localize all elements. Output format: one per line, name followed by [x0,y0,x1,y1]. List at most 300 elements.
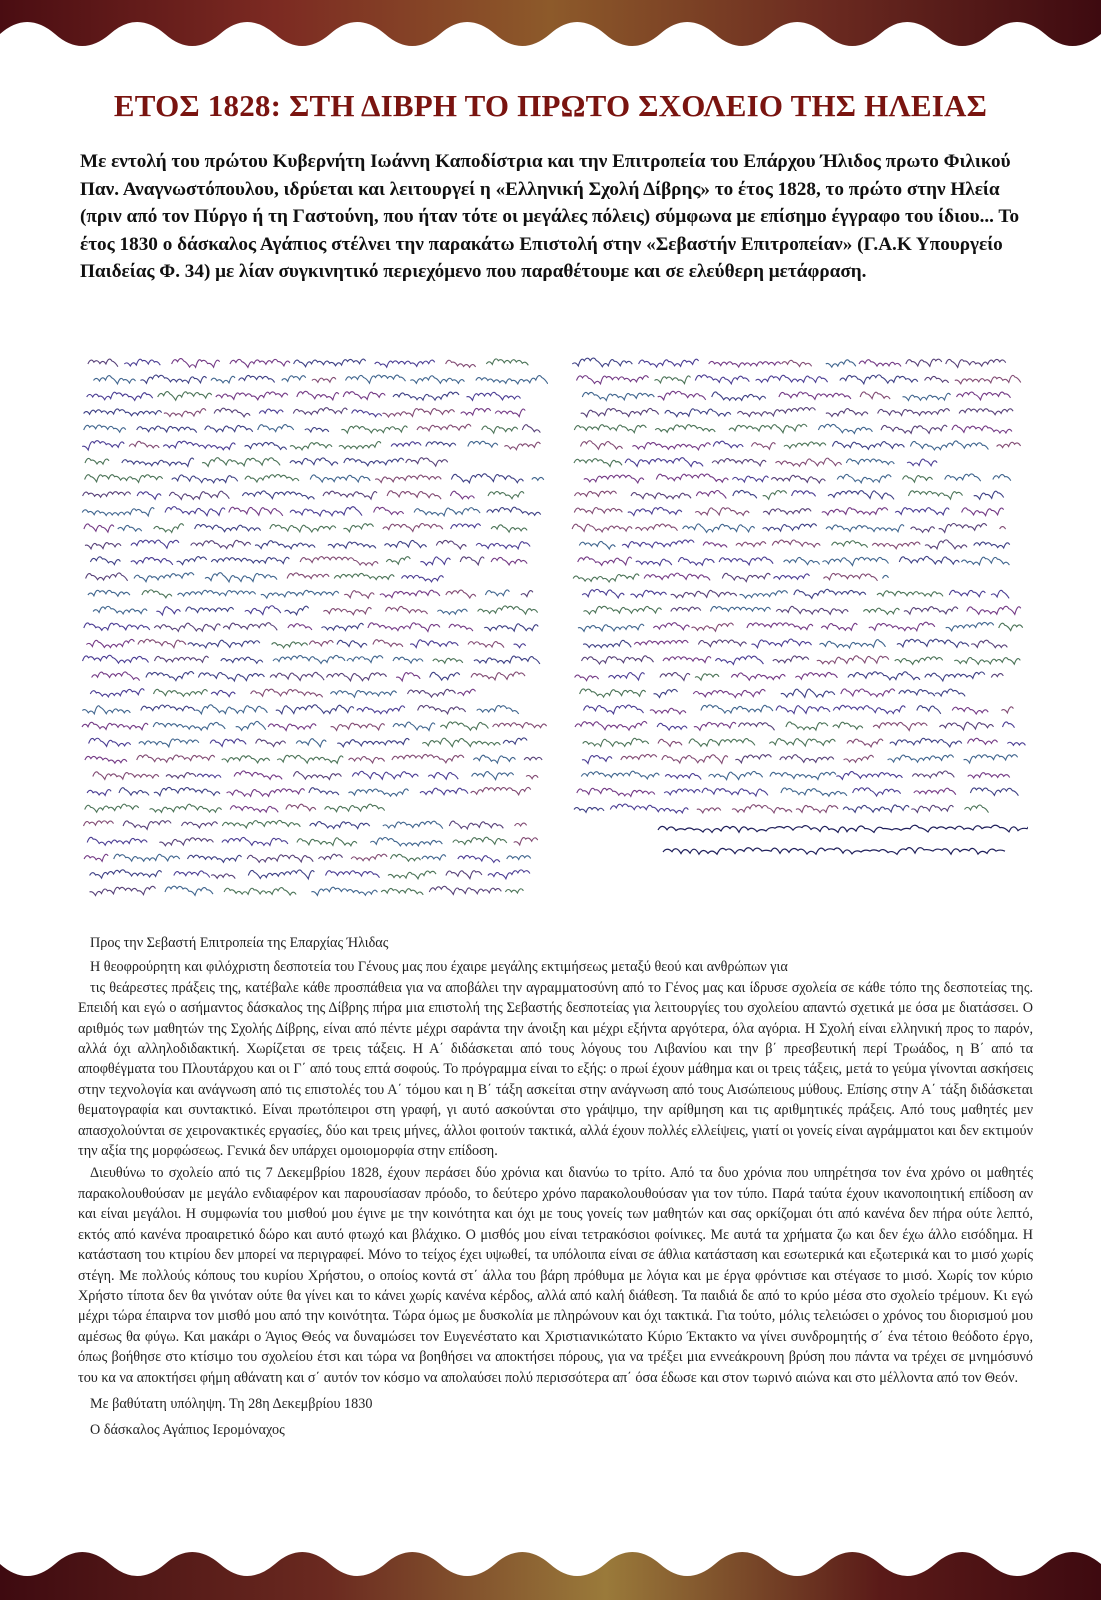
handwriting-stroke [877,591,943,597]
handwriting-stroke [695,674,719,680]
handwriting-stroke [380,590,440,597]
handwriting-stroke [581,408,659,416]
handwriting-stroke [164,409,206,417]
handwriting-stroke [331,723,385,730]
handwriting-stroke [84,623,150,630]
handwriting-stroke [323,607,371,614]
handwriting-stroke [182,822,218,828]
handwriting-stroke [903,476,933,482]
handwriting-stroke [621,754,657,760]
handwriting-stroke [737,408,815,417]
handwriting-stroke [899,556,959,564]
handwriting-stroke [90,557,120,565]
handwriting-stroke [153,722,225,730]
handwriting-stroke [974,542,1010,548]
handwriting-stroke [198,673,264,681]
handwriting-stroke [644,573,710,580]
handwriting-stroke [449,624,473,631]
handwriting-stroke [82,722,148,729]
handwriting-stroke [94,376,136,384]
handwriting-stroke [119,788,149,796]
handwriting-stroke [234,771,282,779]
handwriting-stroke [467,392,521,400]
handwriting-stroke [917,706,941,714]
handwriting-stroke [242,491,314,499]
handwriting-stroke [722,573,770,581]
handwriting-stroke [776,706,830,714]
handwriting-stroke [784,442,826,448]
handwriting-stroke [625,458,703,467]
handwriting-stroke [826,525,904,532]
handwriting-stroke [387,491,441,499]
handwriting-stroke [322,623,364,630]
handwriting-stroke [954,658,1020,665]
handwriting-stroke [422,855,446,860]
handwriting-stroke [230,806,278,813]
handwriting-stroke [826,409,868,417]
handwriting-stroke [141,705,195,711]
handwriting-stroke [664,789,700,795]
handwriting-stroke [869,622,935,630]
handwriting-stroke [631,493,691,499]
handwriting-stroke [186,607,234,613]
handwriting-stroke [751,443,775,450]
handwriting-stroke [392,754,464,762]
handwriting-stroke [817,656,889,664]
handwriting-stroke [1001,707,1013,713]
handwriting-stroke [341,426,407,433]
handwriting-stroke [383,409,455,417]
handwriting-stroke [1007,742,1025,745]
handwriting-stroke [446,871,482,879]
handwriting-stroke [357,706,405,714]
handwriting-stroke [895,508,949,515]
handwriting-stroke [962,508,1004,516]
handwriting-stroke [514,644,526,648]
handwriting-stroke [578,624,644,631]
handwriting-stroke [273,655,345,663]
handwriting-stroke [159,838,213,846]
handwriting-stroke [150,804,222,812]
handwriting-stroke [430,672,460,680]
handwriting-stroke [991,674,1003,678]
handwriting-stroke [833,722,863,729]
handwriting-stroke [521,591,533,597]
handwriting-stroke [665,774,701,780]
handwriting-stroke [223,623,277,631]
handwriting-stroke [965,805,989,813]
handwriting-stroke [195,525,261,532]
handwriting-stroke [848,672,920,680]
handwriting-stroke [388,871,436,879]
handwriting-stroke [957,392,1011,400]
handwriting-stroke [771,475,825,483]
handwriting-stroke [131,540,179,548]
handwriting-stroke [134,573,194,582]
handwriting-stroke [440,722,488,730]
handwriting-stroke [910,441,988,450]
handwriting-stroke [402,575,444,582]
handwriting-stroke [844,755,874,762]
handwriting-stroke [370,837,442,845]
handwriting-stroke [503,738,527,744]
handwriting-stroke [689,739,755,747]
handwriting-stroke [701,705,773,713]
handwriting-stroke [582,656,654,664]
handwriting-stroke [85,804,139,812]
handwriting-stroke [422,738,500,746]
handwriting-stroke [154,524,184,533]
handwriting-stroke [410,640,458,648]
handwriting-stroke [776,458,842,466]
handwriting-stroke [582,589,624,598]
handwriting-stroke [709,771,763,779]
handwriting-stroke [396,673,420,681]
handwriting-stroke [662,755,728,763]
handwriting-stroke [368,623,440,632]
handwriting-stroke [178,590,256,596]
handwriting-stroke [410,376,464,384]
handwriting-stroke [374,507,404,514]
handwriting-stroke [579,541,615,549]
handwriting-stroke [655,425,715,433]
handwriting-stroke [609,673,645,680]
handwriting-stroke [740,591,788,598]
handwriting-stroke [692,623,734,631]
handwriting-stroke [408,689,456,697]
handwriting-stroke [124,359,160,366]
handwriting-stroke [188,855,242,862]
handwriting-stroke [863,608,899,614]
handwriting-stroke [211,690,235,696]
handwriting-stroke [337,640,367,647]
handwriting-stroke [84,821,114,826]
handwriting-stroke [577,788,655,796]
handwriting-stroke [572,358,632,367]
handwriting-stroke [385,540,427,547]
handwriting-stroke [449,821,503,829]
handwriting-stroke [261,590,339,598]
handwriting-stroke [211,874,235,879]
handwriting-stroke [970,788,1018,796]
handwriting-stroke [657,723,687,730]
handwriting-stroke [897,639,969,647]
handwriting-stroke [833,705,905,713]
handwriting-stroke [713,441,743,448]
handwriting-stroke [507,856,531,860]
translation-text [78,933,1033,1441]
handwriting-stroke [796,805,838,812]
handwriting-stroke [968,773,1010,778]
handwriting-stroke [784,557,820,564]
handwriting-stroke [822,508,888,515]
handwriting-stroke [344,591,374,599]
handwriting-stroke [731,673,785,680]
handwriting-stroke [781,689,835,697]
handwriting-stroke [471,672,525,680]
handwriting-stroke [451,524,481,529]
handwriting-stroke [574,807,604,812]
handwriting-stroke [450,491,474,499]
handwriting-stroke [702,788,768,796]
handwriting-stroke [964,755,1018,763]
handwriting-stroke [352,771,418,779]
handwriting-stroke [337,738,409,746]
handwriting-stroke [909,491,963,499]
decorative-top-border [0,0,1101,62]
handwriting-stroke [270,525,336,533]
handwriting-stroke [577,376,649,384]
handwriting-stroke [846,459,894,465]
handwriting-stroke [174,871,210,878]
handwriting-stroke [221,657,263,663]
handwriting-stroke [139,739,199,747]
handwriting-stroke [93,606,147,614]
handwriting-stroke [712,459,766,466]
handwriting-stroke [584,705,644,714]
handwriting-stroke [222,756,270,763]
handwriting-stroke [752,639,812,648]
handwriting-stroke [375,475,441,482]
handwriting-stroke [346,375,406,383]
handwriting-stroke [514,838,538,845]
handwriting-stroke [460,557,484,565]
handwriting-stroke [420,557,450,565]
handwriting-stroke [655,376,691,384]
handwriting-stroke [351,854,387,860]
handwriting-stroke [258,425,294,432]
handwriting-stroke [818,424,872,433]
handwriting-stroke [890,738,962,747]
handwriting-stroke [959,409,1013,415]
handwriting-stroke [782,360,812,366]
handwriting-stroke [515,823,527,826]
handwriting-stroke [578,557,632,565]
handwriting-stroke [471,787,531,794]
handwriting-stroke [169,491,229,499]
handwriting-stroke [87,790,111,796]
handwriting-stroke [820,640,886,648]
handwriting-stroke [393,392,459,400]
handwriting-stroke [694,722,736,730]
handwriting-stroke [634,640,688,644]
handwriting-stroke [373,640,403,647]
handwriting-stroke [780,755,834,763]
handwriting-stroke [1000,527,1006,530]
handwriting-stroke [323,491,377,499]
handwriting-stroke [270,672,324,680]
handwriting-stroke [247,855,313,862]
handwriting-stroke [878,409,950,416]
handwriting-stroke [393,722,435,730]
handwriting-stroke [493,723,547,728]
handwriting-stroke [974,491,1004,499]
handwriting-stroke [769,739,835,746]
handwriting-stroke [747,623,813,630]
handwriting-stroke [658,391,706,400]
handwriting-stroke [698,640,746,647]
handwriting-stroke [999,623,1023,630]
handwriting-stroke [583,738,649,746]
handwriting-stroke [255,541,315,549]
handwriting-stroke [343,392,385,400]
handwriting-stroke [155,656,209,662]
handwriting-stroke [482,426,518,433]
intro-paragraph: Με εντολή του πρώτου Κυβερνήτη Ιωάννη Καποδίστρια και την Επιτροπεία του Επάρχου Ήλιδος πρωτο Φιλικού Παν. Αναγνωστόπουλου, ιδρύεται και λειτουργεί η «Ελληνική Σχολή Δίβρης» το έτος 1828, το πρώτο στην Ηλεία (πριν από τον Πύργο ή τη Γαστούνη, που ήταν τότε οι μεγάλες πόλεις) σύμφωνα με επίσημο έγγραφο του ίδιου... Το έτος 1830 ο δάσκαλος Αγάπιος στέλνει την παρακάτω Επιστολή στην «Σεβαστήν Επιτροπείαν» (Γ.Α.Κ Υπουργείο Παιδείας Φ. 34) με λίαν συγκινητικό περιεχόμενο που παραθέτουμε και σε ελεύθερη μετάφραση. [80,151,1020,282]
handwriting-stroke [293,772,341,780]
handwriting-stroke [85,756,127,763]
handwriting-stroke [840,375,918,384]
handwriting-stroke [904,607,958,614]
handwriting-stroke [610,804,688,813]
handwriting-stroke [636,524,678,531]
handwriting-stroke [458,689,476,695]
handwriting-stroke [428,773,458,780]
handwriting-stroke [349,789,409,796]
handwriting-stroke [712,392,766,400]
handwriting-stroke [331,691,397,698]
handwriting-stroke [925,672,985,681]
handwriting-stroke [873,722,927,730]
handwriting-stroke [952,707,988,714]
handwriting-stroke [393,657,423,663]
decorative-bottom-border [0,1538,1101,1600]
handwriting-stroke [678,558,714,566]
handwriting-stroke [344,524,374,532]
letter-paragraph-2: Διευθύνω το σχολείο από τις 7 Δεκεμβρίου 1828, έχουν περάσει δύο χρόνια και διανύω το τρίτο. Από τα δυο χρόνια που υπηρέτησα τον ένα χρόνο οι μαθητές παρακολουθούσαν με μεγάλο ενδιαφέρον και παρουσίασαν πρόοδο, το δεύτερο χρόνο παρακολουθούσαν για τον τύπο. Παρά ταύτα έχουν ικανοποιητική επίδοση αν και είναι μεγάλοι. Η συμφωνία του μισθού μου έγινε με την κοινότητα και όχι με τους γονείς των μαθητών και σας ορκίζομαι ότι από κανένα δεν πήρα ούτε λεπτό, εκτός από κανένα προαιρετικό δώρο και αυτό φτωχό και βλάχικο. Ο μισθός μου είναι τετρακόσιοι φοίνικες. Με αυτά τα χρήματα ζω και δεν έχω άλλο εισόδημα. Η κατάσταση του κτιρίου δεν μπορεί να περιγραφεί. Μόνο το τείχος έχει υψωθεί, τα υπόλοιπα είναι σε άθλια κατάσταση και εσωτερικά και εξωτερικά και το μισό χωρίς στέγη. Με πολλούς κόπους του κυρίου Χρήστου, ο οποίος κοντά στ΄ άλλα του βάρη πρόθυμα με λόγια και με έργα φρόντισε και στέγασε το μισό. Χωρίς τον κύριο Χρήστο τίποτα δεν θα γινόταν ούτε θα γίνει και το κάνει χωρίς κανένα κέρδος, αλλά από καλή διάθεση. Τα παιδιά δε από το κρύο μέσα στο σχολείο τρέμουν. Κι εγώ μέχρι τώρα έπαιρνα τον μισθό μου από την κοινότητα. Τώρα όμως με δυσκολία με πληρώνουν και όχι τακτικά. Για τούτο, μόλις τελειώσει ο χρόνος του διορισμού μου αμέσως θα φύγω. Και μακάρι ο Άγιος Θεός να δυναμώσει τον Ευγενέστατο και Χριστιανικώτατο Κύριο Έκτακτο να γίνει συνδρομητής σ΄ ένα τέτοιο θεόδοτο έργο, όπως βοήθησε στο κτίσιμο του σχολείου έτσι και τώρα να βοηθήσει να αποκτήσει πόρους, για να τρέξει μια εννεάκρουνη βρύση που πάντα να τρέχει σε μνημόσυνό του κα να αποκτήσει φήμη αθάνατη και σ΄ αυτόν τον κόσμο να απολαύσει πολύ περισσότερα απ΄ όσα έδωσε και στον τωρινό αιώνα και στο μέλλοντα από τον Θεόν. [78,1165,1033,1386]
handwriting-stroke [843,805,909,812]
letter-opening: Η θεοφρούρητη και φιλόχριστη δεσποτεία του Γένους μας που έχαιρε μεγάλης εκτιμήσεως μεταξύ θεού και ανθρώπων για [90,959,788,976]
handwriting-stroke [836,772,902,780]
handwriting-stroke [575,675,599,681]
handwriting-stroke [245,475,299,482]
handwriting-stroke [763,491,787,500]
handwriting-stroke [239,375,275,382]
handwriting-stroke [84,409,162,416]
handwriting-stroke [191,540,251,548]
handwriting-stroke [526,775,538,778]
signature-stroke [658,825,1028,832]
handwriting-stroke [138,639,186,647]
handwriting-stroke [824,573,878,581]
handwriting-stroke [709,361,781,367]
handwriting-stroke [660,673,690,681]
handwriting-stroke [90,870,162,878]
handwriting-stroke [197,774,221,778]
handwriting-stroke [582,756,612,764]
handwriting-stroke [391,442,421,447]
handwriting-stroke [795,672,837,679]
handwriting-stroke [832,541,868,548]
handwriting-stroke [573,574,639,582]
handwriting-stroke [386,606,428,614]
handwriting-stroke [245,442,287,449]
handwriting-stroke [297,391,339,399]
handwriting-stroke [656,474,728,482]
handwriting-stroke [729,424,807,432]
handwriting-stroke [229,507,283,516]
handwriting-stroke [131,558,173,565]
handwriting-stroke [821,623,857,630]
handwriting-stroke [86,639,134,647]
handwriting-stroke [165,886,213,895]
handwriting-stroke [453,837,507,844]
handwriting-stroke [436,540,466,548]
handwriting-stroke [997,442,1021,447]
handwriting-stroke [383,523,443,531]
handwriting-stroke [461,408,491,415]
handwriting-stroke [129,441,159,448]
handwriting-stroke [93,772,159,780]
handwriting-stroke [581,771,659,779]
handwriting-stroke [484,624,538,631]
handwriting-stroke [695,375,749,384]
handwriting-stroke [872,542,920,549]
handwriting-stroke [786,722,828,730]
handwriting-stroke [202,458,280,467]
handwriting-stroke [575,721,647,730]
handwriting-stroke [137,755,215,762]
handwriting-stroke [248,870,314,879]
handwriting-stroke [473,755,515,763]
handwriting-stroke [142,590,172,598]
handwriting-stroke [693,689,765,697]
handwriting-stroke [853,788,901,796]
handwriting-stroke [732,805,792,813]
handwriting-stroke [632,443,710,450]
letter-closing: Με βαθύτατη υπόληψη. Τη 28η Δεκεμβρίου 1830 [90,1395,373,1412]
handwriting-stroke [327,673,387,681]
handwriting-stroke [756,375,828,382]
handwriting-stroke [581,441,623,449]
handwriting-stroke [478,606,538,614]
manuscript-page-left [78,352,548,914]
handwriting-stroke [205,425,253,432]
handwriting-stroke [224,888,296,895]
handwriting-stroke [631,590,667,597]
handwriting-stroke [828,491,894,500]
handwriting-stroke [763,509,811,515]
handwriting-stroke [84,425,126,432]
handwriting-stroke [663,657,711,663]
handwriting-stroke [156,607,180,615]
handwriting-stroke [1003,722,1015,728]
handwriting-stroke [420,788,468,795]
handwriting-stroke [906,359,942,366]
handwriting-stroke [310,822,370,829]
handwriting-stroke [296,739,326,747]
handwriting-stroke [87,837,147,845]
handwriting-stroke [952,425,1012,433]
handwriting-stroke [888,755,954,762]
handwriting-stroke [417,424,471,431]
handwriting-stroke [86,573,128,581]
handwriting-stroke [653,623,689,630]
letter-salutation: Προς την Σεβαστή Επιτροπεία της Επαρχίας Ήλιδας [90,935,389,951]
handwriting-stroke [222,820,300,828]
handwriting-stroke [88,359,118,367]
handwriting-stroke [781,788,847,796]
handwriting-stroke [792,491,816,497]
handwriting-stroke [137,426,197,432]
handwriting-stroke [715,656,763,665]
handwriting-stroke [912,771,954,778]
letter-paragraph-1: τις θεάρεστες πράξεις της, κατέβαλε κάθε προσπάθεια για να αποβάλει την αγραμματοσύνη από το Γένος μας και ίδρυσε σχολεία σε κάθε τόπο της δεσποτείας της. Επειδή και εγώ ο ασήμαντος δάσκαλος της Δίβρης πήρα μια επιστολή της Σεβαστής δεσποτείας για λειτουργίες του σχολείου απαντώ σχετικά με όσα με διατάσσει. Ο αριθμός των μαθητών της Σχολής Δίβρης, είναι από πέντε μέχρι σαράντα την άνοιξη και μέχρι εξήντα αργότερα, όλα αγόρια. Η Σχολή είναι ελληνική προς το παρόν, αλλά όχι αλληλοδιδακτική. Χωρίζεται σε τρεις τάξεις. Η Α΄ διδάσκεται από τους λόγους του Λιβανίου και την β΄ πρεσβευτική περί Τρωάδος, η Β΄ από τα αποφθέγματα του Πλουτάρχου και οι Γ΄ από τους επτά σοφούς. Το πρόγραμμα είναι το εξής: ο πρωί έχουν μάθημα και οι τρεις τάξεις, μετά το γεύμα γίνονται ασκήσεις στην τεχνολογία και ανάγνωση από τις επιστολές του Α΄ τόμου και η Β΄ τάξη ασκείται στην ανάγνωση από τους Αισώπειους μύθους. Επίσης στην Α΄ τάξη διδάσκεται θεματογραφία και συντακτικό. Είναι πρωτόπειροι στη γραφή, γι αυτό ασκούνται στο γράψιμο, την αρίθμηση και τις αριθμητικές πράξεις. Από τους μαθητές μεν απασχολούνται σε χειρονακτικές εργασίες, δύο και τρεις μήνες, άλλοι φοιτούν τακτικά, αλλά έχουν πολλές ελλείψεις, γιατί οι γονείς είναι αγράμματοι και δεν εκτιμούν την αξία της μορφώσεως. Γενικά δεν υπάρχει ομοιομορφία στην επίδοση. [78,979,1033,1160]
handwriting-stroke [935,689,965,696]
handwriting-stroke [532,477,544,480]
handwriting-stroke [468,642,504,648]
handwriting-stroke [90,886,156,895]
